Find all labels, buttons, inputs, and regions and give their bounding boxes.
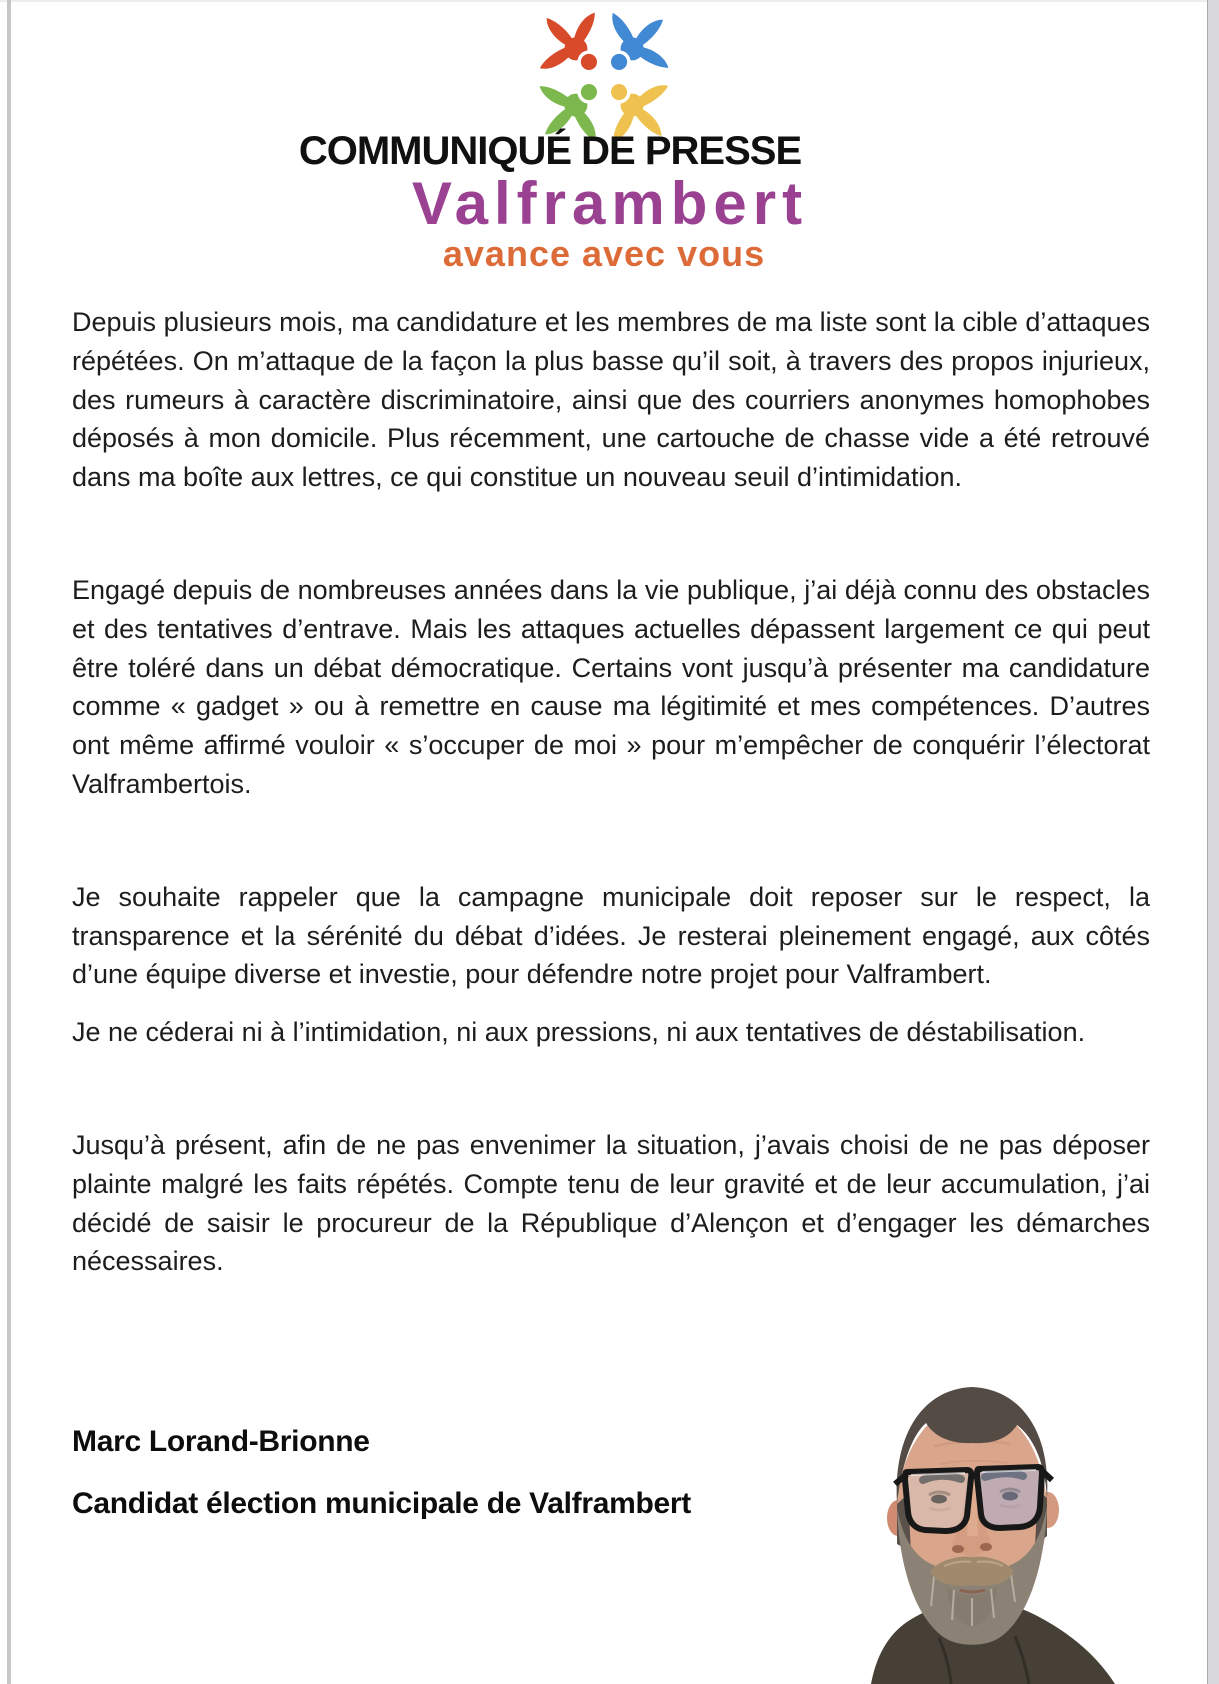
press-paragraph: Jusqu’à présent, afin de ne pas envenimer la situation, j’avais choisi de ne pas déposer plainte malgré les faits répétés. Compte tenu de leur gravité et de leur accumulation, j’ai décidé de saisir le procureur de la République d’Alençon et d’engager les démarches nécessaires.	[72, 1129, 1150, 1277]
page-edge-right	[1207, 0, 1219, 1684]
press-paragraph: Engagé depuis de nombreuses années dans la vie publique, j’ai déjà connu des obstacles et des tentatives d’entrave. Mais les attaques actuelles dépassent largement ce qui peut être toléré dans un débat démocratique. Certains vont jusqu’à présenter ma candidature comme « gadget » ou à remettre en cause ma légitimité et mes compétences. D’autres ont même affirmé vouloir « s’occuper de moi » pour m’empêcher de conquérir l’électorat Valframbertois.	[72, 574, 1150, 799]
portrait-illustration	[818, 1376, 1190, 1684]
signature-name: Marc Lorand-Brionne	[72, 1425, 370, 1458]
page-edge-top	[0, 0, 1219, 2]
signature-block	[72, 1424, 691, 1522]
press-release-title: COMMUNIQUÉ DE PRESSE	[298, 129, 802, 173]
brand-tagline: avance avec vous	[442, 233, 766, 274]
document-header	[0, 12, 1208, 272]
press-paragraph: Je souhaite rappeler que la campagne municipale doit reposer sur le respect, la transparence et la sérénité du débat d’idées. Je resterai pleinement engagé, aux côtés d’une équipe diverse et investie, pour défendre notre projet pour Valframbert.	[72, 881, 1150, 990]
candidate-photo	[818, 1376, 1190, 1684]
brand-name: Valframbert	[411, 170, 809, 237]
press-release-body	[72, 303, 1150, 1281]
press-paragraph: Depuis plusieurs mois, ma candidature et les membres de ma liste sont la cible d’attaques répétées. On m’attaque de la façon la plus basse qu’il soit, à travers des propos injurieux, des rumeurs à caractère discriminatoire, ainsi que des courriers anonymes homophobes déposés à mon domicile. Plus récemment, une cartouche de chasse vide a été retrouvé dans ma boîte aux lettres, ce qui constitue un nouveau seuil d’intimidation.	[72, 307, 1150, 493]
press-paragraph: Je ne céderai ni à l’intimidation, ni aux pressions, ni aux tentatives de déstabilisation.	[72, 1017, 1086, 1048]
signature-role: Candidat élection municipale de Valframbert	[72, 1487, 691, 1520]
four-people-circle-icon	[537, 12, 671, 142]
